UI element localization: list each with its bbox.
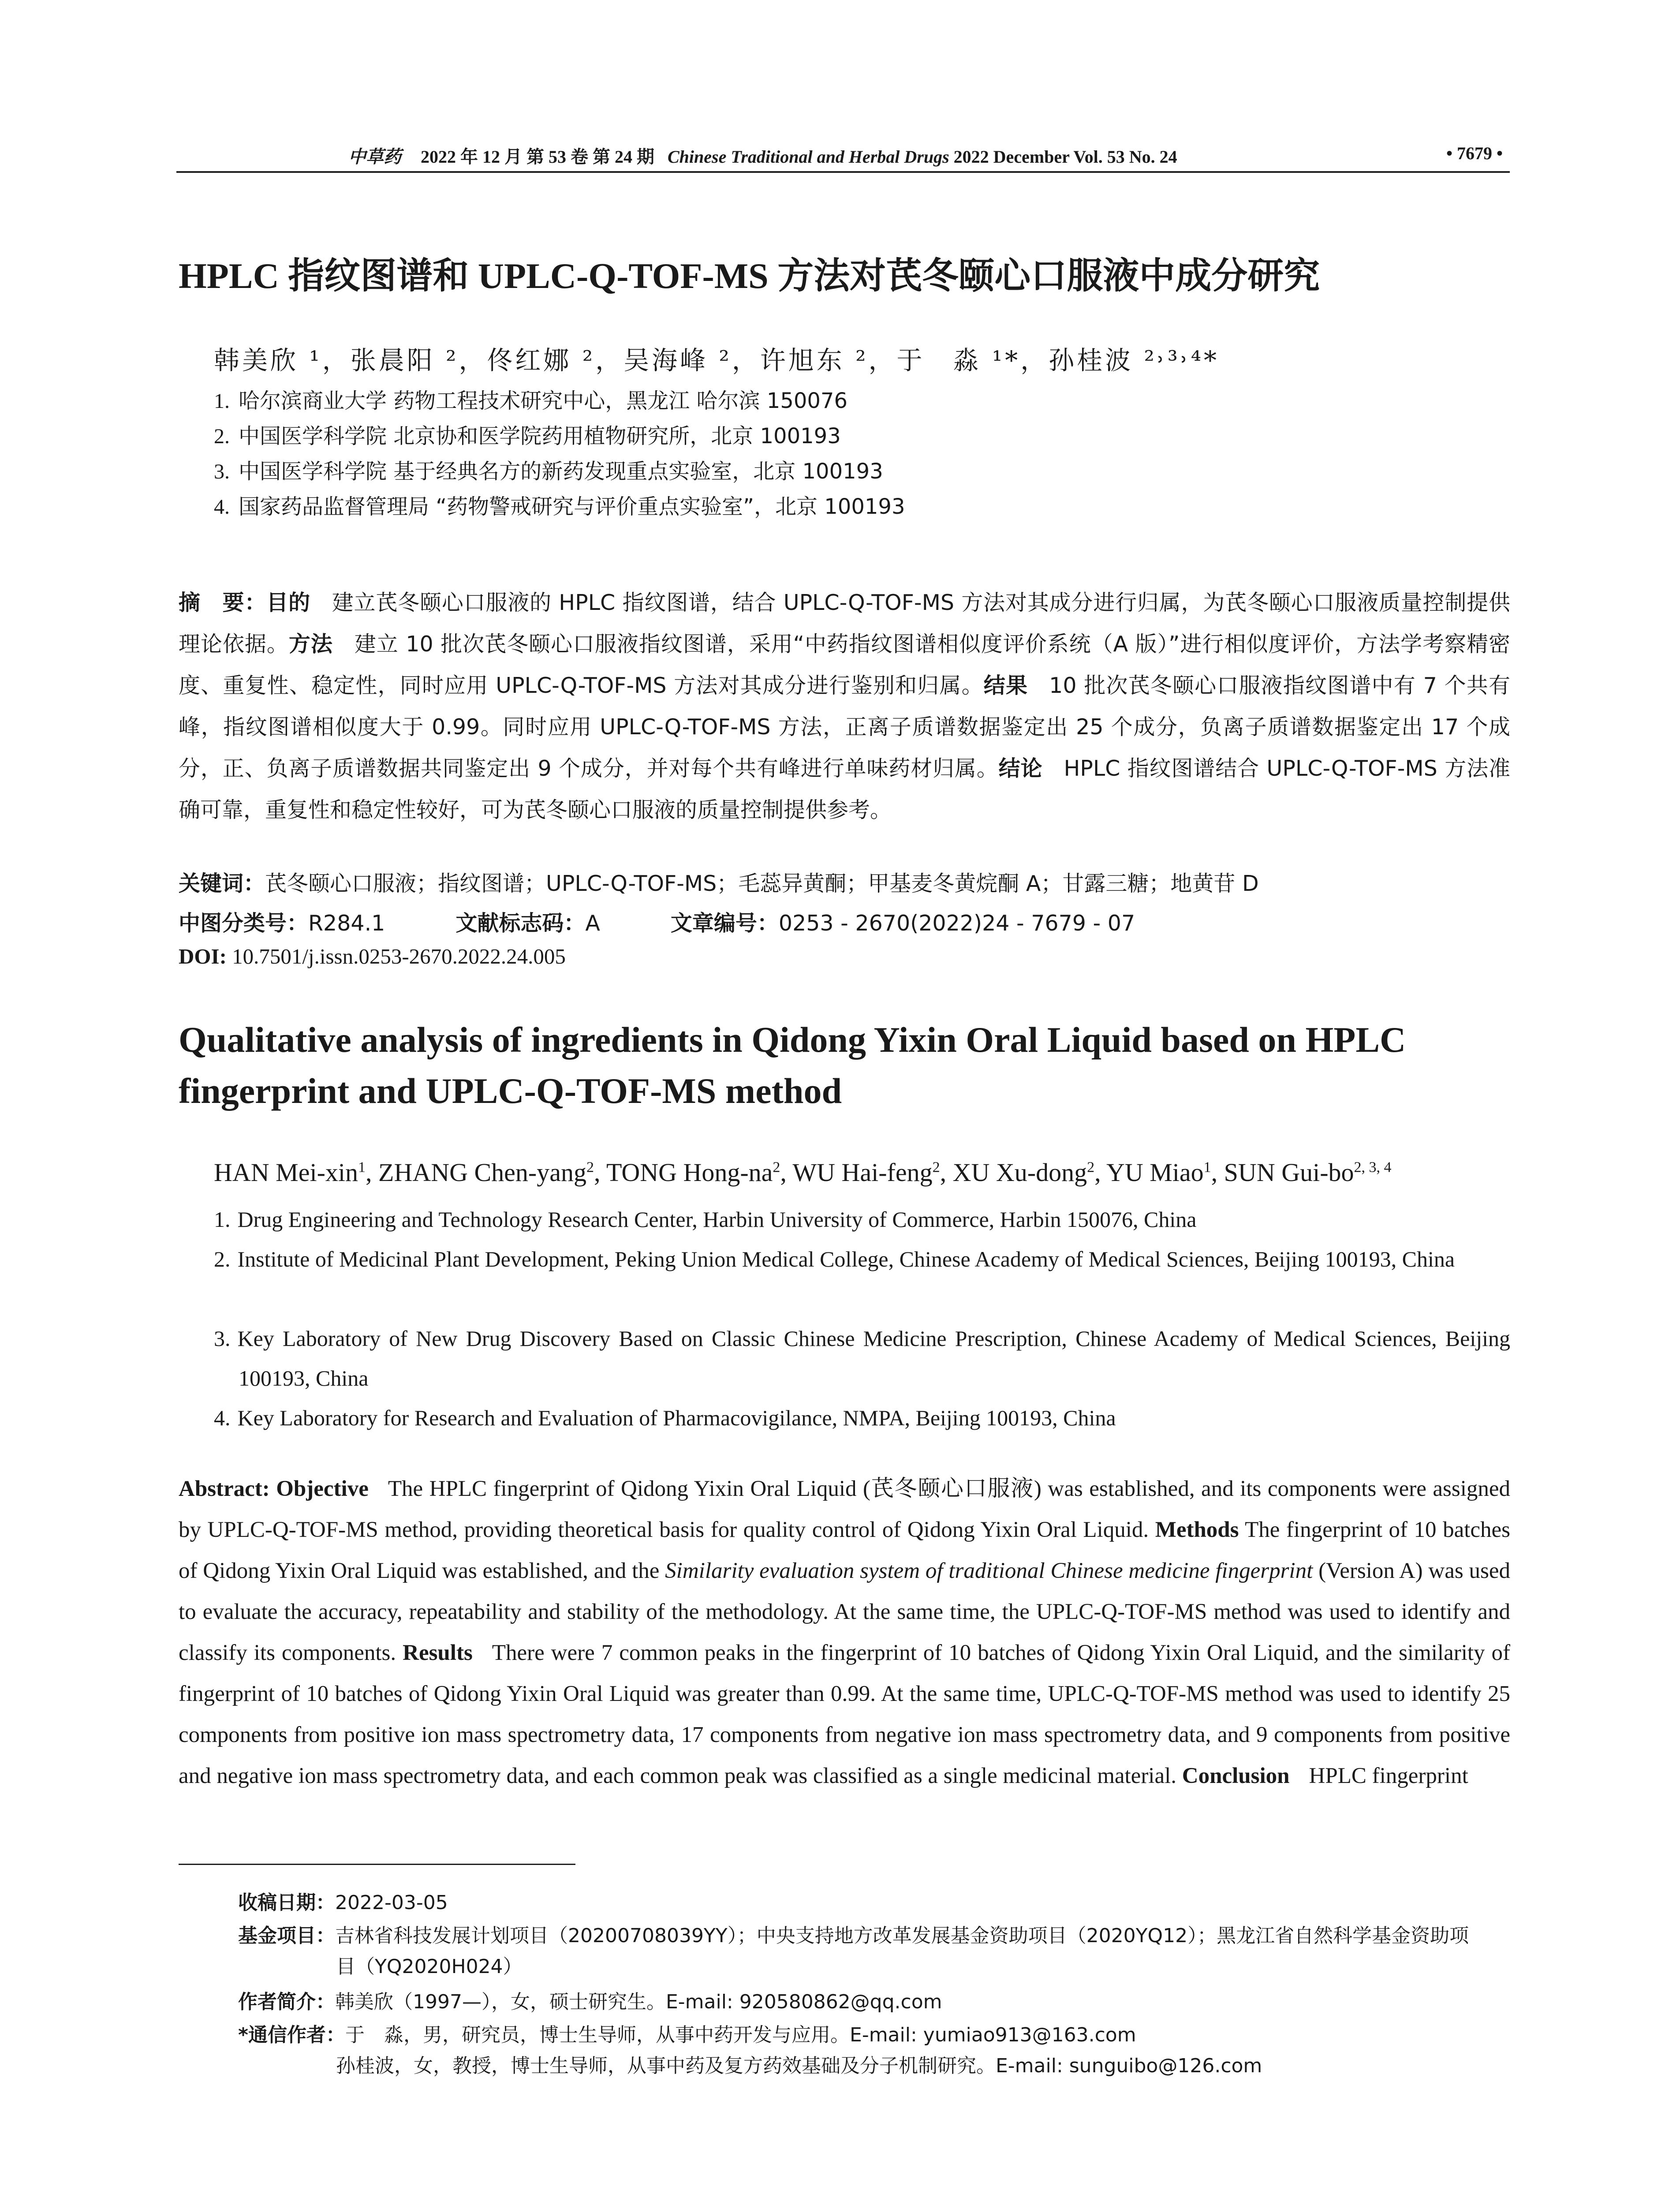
article-number: 0253 - 2670(2022)24 - 7679 - 07: [778, 911, 1135, 936]
abstract-cn: [179, 582, 1510, 831]
affiliation-en-4: 4. Key Laboratory for Research and Evaluation of Pharmacovigilance, NMPA, Beijing 100193, China: [214, 1405, 1116, 1430]
affiliation-cn-2: 2. 中国医学科学院 北京协和医学院药用植物研究所，北京 100193: [214, 424, 841, 448]
title-cn: HPLC 指纹图谱和 UPLC-Q-TOF-MS 方法对芪冬颐心口服液中成分研究: [179, 256, 1320, 296]
running-header: [176, 140, 1510, 173]
results-label-cn: 结果: [983, 673, 1028, 698]
journal-name-en: Chinese Traditional and Herbal Drugs: [668, 147, 949, 167]
conclusion-text-cn: HPLC 指纹图谱结合 UPLC-Q-TOF-MS 方法准确可靠，重复性和稳定性较好，可为芪冬颐心口服液的质量控制提供参考。: [179, 756, 1510, 822]
journal-name-cn: 中草药: [348, 146, 401, 167]
methods-text-en-b: (Version A) was used to evaluate the accuracy, repeatability and stability of the methodology. At the same time, the UPLC-Q-TOF-MS method was used to identify and classify its components.: [179, 1558, 1510, 1665]
methods-text-en-a: The fingerprint of 10 batches of Qidong Yixin Oral Liquid was established, and the: [179, 1517, 1511, 1583]
objective-label-cn: 目的: [266, 590, 310, 615]
conclusion-text-en: HPLC fingerprint: [1309, 1764, 1468, 1788]
methods-label-en: Methods: [1155, 1517, 1239, 1542]
footnote-author-bio: 作者简介：韩美欣（1997—），女，硕士研究生。E-mail: 920580862@qq.com: [238, 1991, 942, 2013]
issue-cn: 2022 年 12 月 第 53 卷 第 24 期: [421, 147, 654, 167]
page-number: • 7679 •: [1446, 143, 1503, 163]
affiliation-cn-4: 4. 国家药品监督管理局 “药物警戒研究与评价重点实验室”，北京 100193: [214, 494, 905, 519]
footnote-funding: 基金项目：吉林省科技发展计划项目（20200708039YY）；中央支持地方改革发展基金资助项目（2020YQ12）；黑龙江省自然科学基金资助项 目（YQ2020H024）: [238, 1925, 1469, 1978]
footnote-divider: [179, 1864, 575, 1865]
results-label-en: Results: [403, 1641, 473, 1665]
results-text-cn: 10 批次芪冬颐心口服液指纹图谱中有 7 个共有峰，指纹图谱相似度大于 0.99。同时应用 UPLC-Q-TOF-MS 方法，正离子质谱数据鉴定出 25 个成分，负离子质谱数据鉴定出 17 个成分，正、负离子质谱数据共同鉴定出 9 个成分，并对每个共有峰进行单味药材归属。: [179, 673, 1510, 781]
affiliation-cn-3: 3. 中国医学科学院 基于经典名方的新药发现重点实验室，北京 100193: [214, 459, 883, 484]
methods-text-cn: 建立 10 批次芪冬颐心口服液指纹图谱，采用“中药指纹图谱相似度评价系统（A 版）”进行相似度评价，方法学考察精密度、重复性、稳定性，同时应用 UPLC-Q-TOF-MS 方法对其成分进行鉴别和归属。: [179, 632, 1510, 698]
affiliation-en-1: 1. Drug Engineering and Technology Research Center, Harbin University of Commerce, Harbin 150076, China: [214, 1207, 1197, 1232]
keywords-cn: 关键词：芪冬颐心口服液；指纹图谱；UPLC-Q-TOF-MS；毛蕊异黄酮；甲基麦冬黄烷酮 A；甘露三糖；地黄苷 D: [179, 871, 1259, 896]
doi: DOI: 10.7501/j.issn.0253-2670.2022.24.005: [179, 944, 566, 968]
clc-number: R284.1: [308, 911, 385, 936]
abstract-en: [179, 1469, 1510, 1797]
authors-en: HAN Mei-xin$^1$, ZHANG Chen-yang$^2$, TONG Hong-$na^2$, WU Hai-feng$^2$, XU Xu-dong$^2$, YU Miao$^1$, SUN Gui-bo$^{2, 3, 4}$: [214, 1158, 1392, 1187]
results-text-en: There were 7 common peaks in the fingerprint of 10 batches of Qidong Yixin Oral Liquid, and the similarity of fingerprint of 10 batches of Qidong Yixin Oral Liquid was greater than 0.99. At the same time, UPLC-Q-TOF-MS method was used to identify 25 components from positive ion mass spectrometry data, 17 components from negative ion mass spectrometry data, and 9 components from positive and negative ion mass spectrometry data, and each common peak was classified as a single medicinal material.: [179, 1641, 1511, 1788]
doi-link[interactable]: 10.7501/j.issn.0253-2670.2022.24.005: [232, 944, 566, 968]
methods-label-cn: 方法: [288, 632, 333, 657]
header-citation: [348, 143, 1177, 168]
objective-label-en: Objective: [276, 1476, 369, 1501]
title-en: Qualitative analysis of ingredients in Qidong Yixin Oral Liquid based on HPLC fingerprint and UPLC-Q-TOF-MS method: [179, 1020, 1406, 1111]
affiliation-en-3: 3. Key Laboratory of New Drug Discovery Based on Classic Chinese Medicine Prescription, Chinese Academy of Medical Sciences, Beijing 100193, China: [214, 1326, 1510, 1390]
abstract-label-cn: 摘 要：: [179, 590, 267, 615]
footnote-received: 收稿日期：2022-03-05: [238, 1891, 448, 1914]
footnote-corresponding: *通信作者：于 淼，男，研究员，博士生导师，从事中药开发与应用。E-mail: yumiao913@163.com 孙桂波，女，教授，博士生导师，从事中药及复方药效基础及分子机制研究。E-mail: sunguibo@126.com: [238, 2024, 1262, 2077]
affiliation-en-2: 2. Institute of Medicinal Plant Development, Peking Union Medical College, Chinese Academy of Medical Sciences, Beijing 100193, China: [214, 1247, 1455, 1271]
abstract-label-en: Abstract:: [179, 1476, 270, 1501]
objective-text-en: The HPLC fingerprint of Qidong Yixin Oral Liquid (芪冬颐心口服液) was established, and its components were assigned by UPLC-Q-TOF-MS method, providing theoretical basis for quality control of Qidong Yixin Oral Liquid.: [179, 1476, 1511, 1542]
issue-en: 2022 December Vol. 53 No. 24: [953, 147, 1177, 167]
conclusion-label-cn: 结论: [998, 756, 1043, 781]
conclusion-label-en: Conclusion: [1182, 1764, 1290, 1788]
document-code: A: [585, 911, 600, 936]
methods-text-en-italic: Similarity evaluation system of traditional Chinese medicine fingerprint: [665, 1558, 1313, 1583]
affiliation-cn-1: 1. 哈尔滨商业大学 药物工程技术研究中心，黑龙江 哈尔滨 150076: [214, 389, 848, 413]
authors-cn: 韩美欣 ¹，张晨阳 ²，佟红娜 ²，吴海峰 ²，许旭东 ²，于 淼 ¹*，孙桂波 ²˒³˒⁴*: [214, 345, 1219, 375]
classification-line: 中图分类号：R284.1 文献标志码：A 文章编号：0253 - 2670(2022)24 - 7679 - 07: [179, 911, 1135, 936]
objective-text-cn: 建立芪冬颐心口服液的 HPLC 指纹图谱，结合 UPLC-Q-TOF-MS 方法对其成分进行归属，为芪冬颐心口服液质量控制提供理论依据。: [179, 590, 1510, 657]
